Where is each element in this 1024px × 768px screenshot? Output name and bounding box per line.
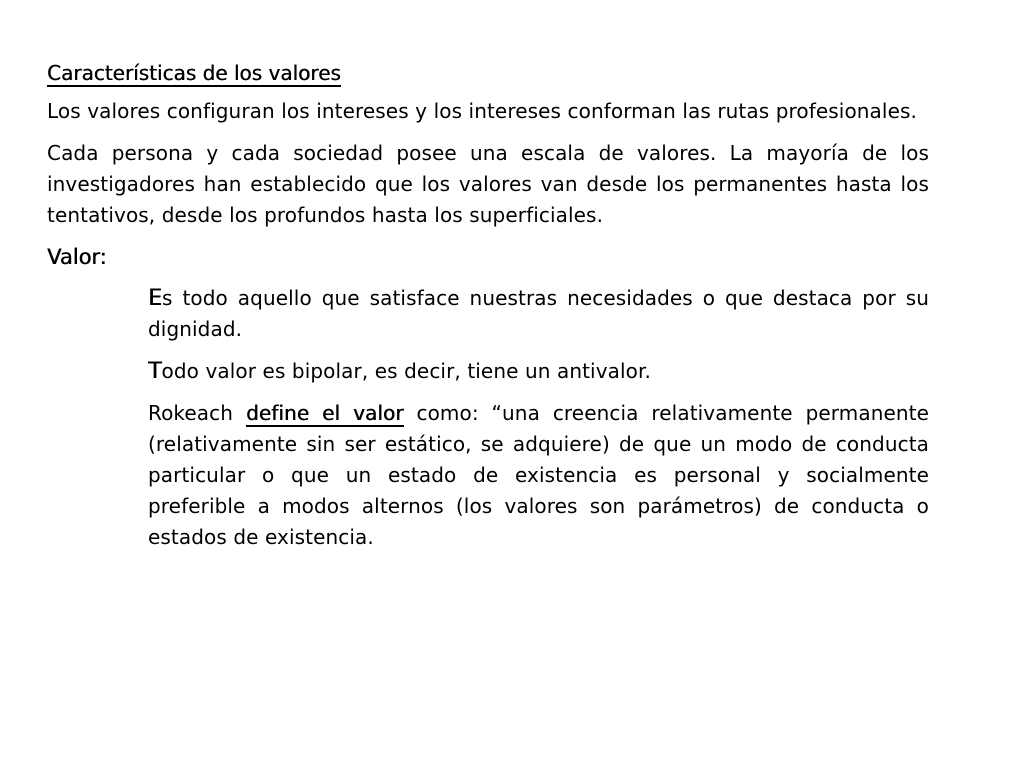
definition-item-2-text: odo valor es bipolar, es decir, tiene un antivalor.	[161, 359, 651, 383]
valor-definitions	[148, 283, 929, 553]
definition-item-1-text: s todo aquello que satisface nuestras necesidades o que destaca por su dignidad.	[148, 286, 929, 341]
slide-content	[47, 58, 929, 564]
paragraph-intro: Los valores configuran los intereses y los intereses conforman las rutas profesionales.	[47, 99, 917, 123]
definition-item-1	[148, 283, 929, 345]
valor-heading: Valor:	[47, 245, 107, 269]
definition-item-2	[148, 356, 929, 387]
paragraph-scale: Cada persona y cada sociedad posee una escala de valores. La mayoría de los investigadores han establecido que los valores van desde los permanentes hasta los tentativos, desde los profundos hasta los superficiales.	[47, 141, 929, 227]
drop-cap-t: T	[148, 359, 162, 384]
section-heading-text: Características de los valores	[47, 61, 341, 85]
definition-item-3	[148, 398, 929, 553]
section-heading	[47, 58, 929, 88]
drop-cap-e: E	[148, 286, 163, 311]
definition-item-3-before: Rokeach	[148, 401, 246, 425]
definition-item-3-emphasis: define el valor	[245, 401, 404, 425]
definition-item-3-after: como: “una creencia relativamente permanente (relativamente sin ser estático, se adquiere) de que un modo de conducta particular o que un estado de existencia es personal y socialmente preferible a modos alternos (los valores son parámetros) de conducta o estados de existencia.	[148, 401, 929, 549]
